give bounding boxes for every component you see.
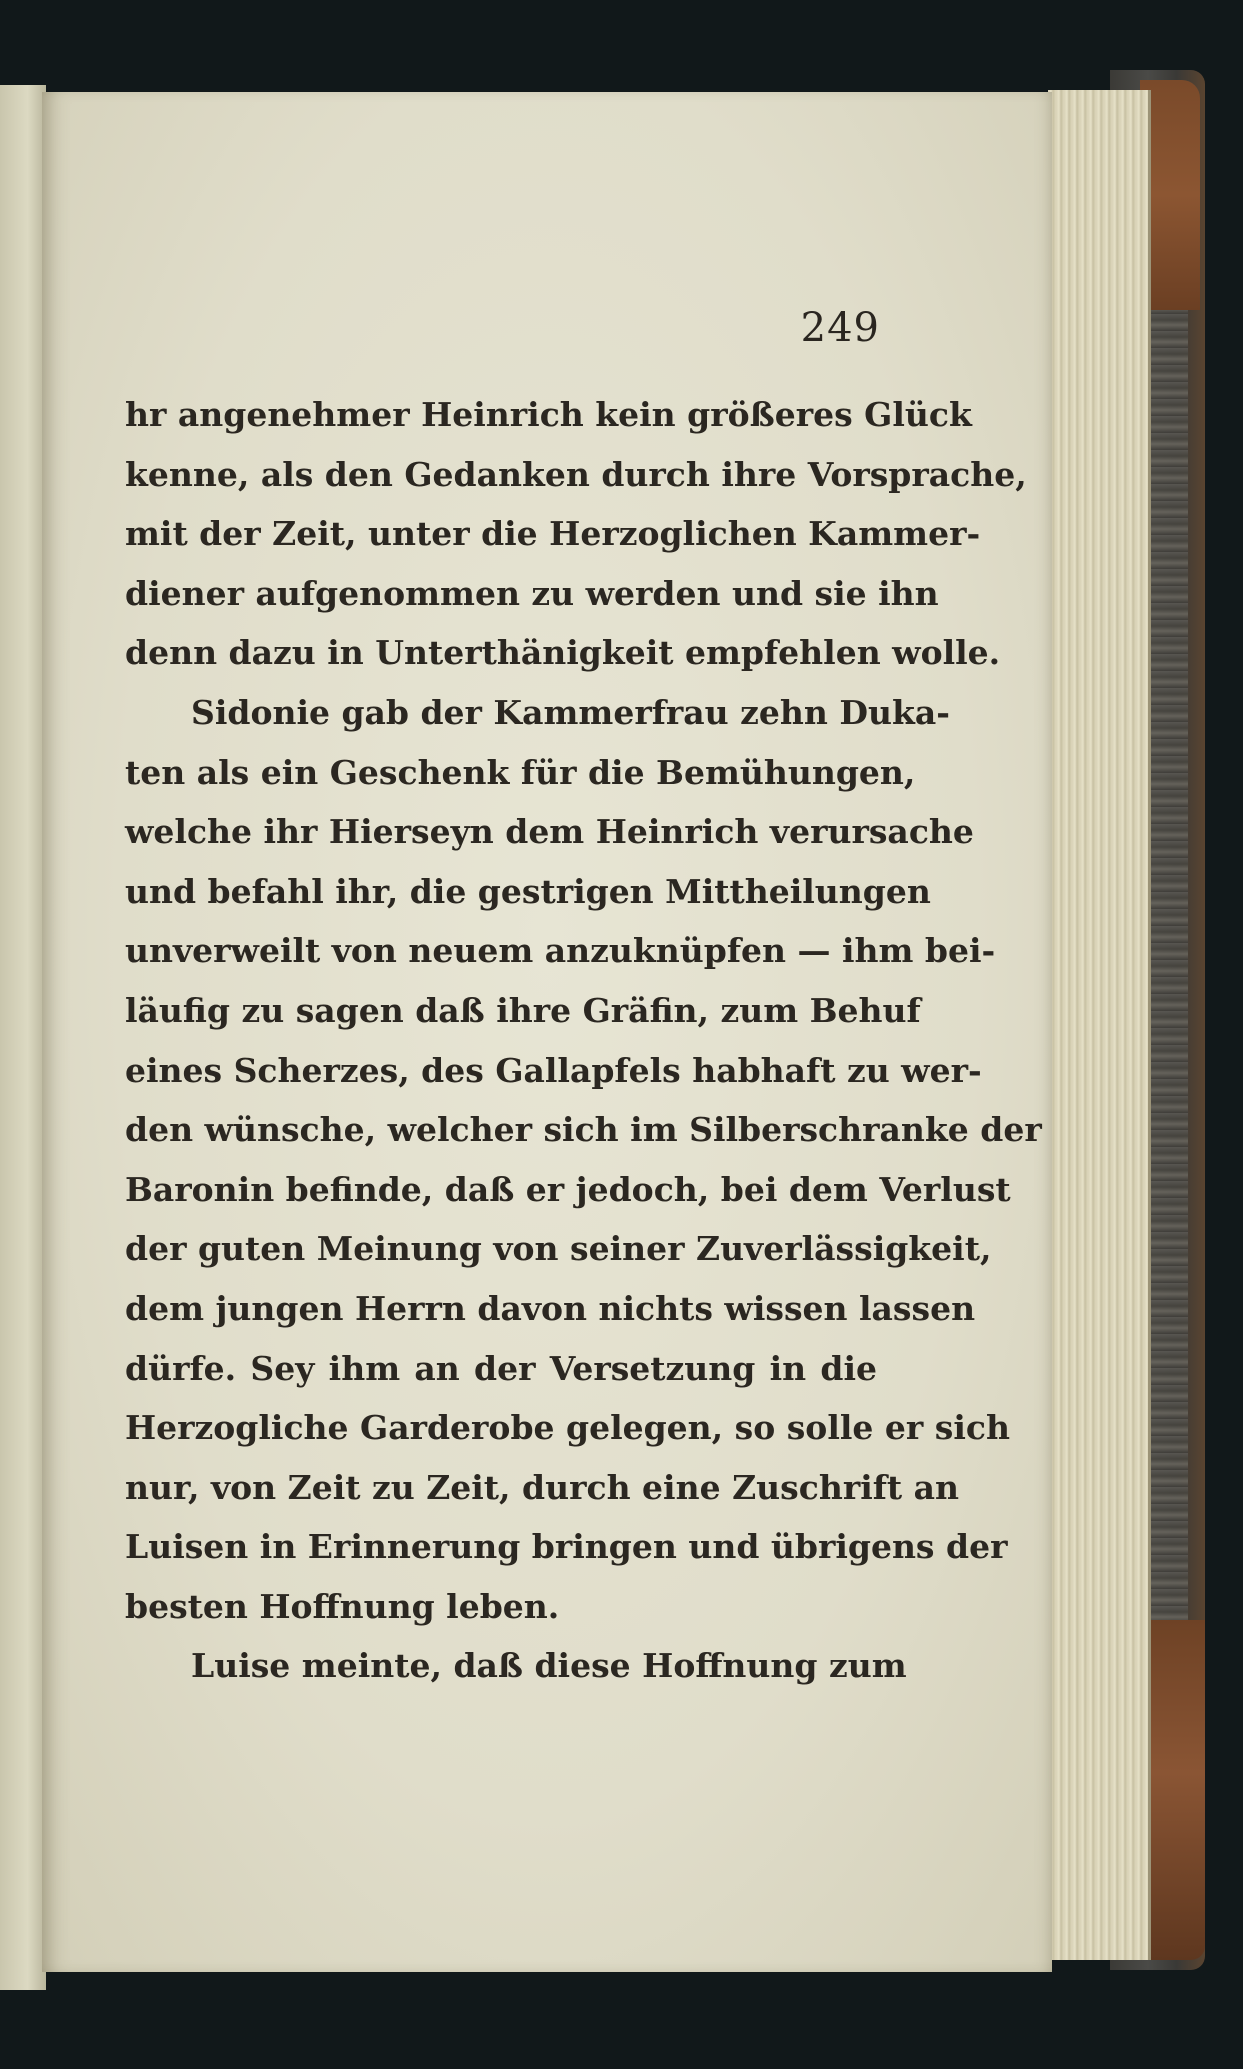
text-line: Luisen in Erinnerung bringen und übrigens der [125,1527,1008,1567]
text-line: den wünsche, welcher sich im Silberschranke der [125,1110,1042,1150]
text-line: unverweilt von neuem anzuknüpfen — ihm bei- [125,931,996,971]
text-line: und befahl ihr, die gestrigen Mittheilungen [125,871,931,911]
text-line: welche ihr Hierseyn dem Heinrich verursache [125,812,974,852]
text-line: eines Scherzes, des Gallapfels habhaft zu wer- [125,1050,982,1090]
text-line: hr angenehmer Heinrich kein größeres Glück [125,395,972,434]
text-line: denn dazu in Unterthänigkeit empfehlen wolle. [125,633,1001,673]
text-line: kenne, als den Gedanken durch ihre Vorsprache, [125,454,1027,494]
body-text [125,385,1042,1696]
text-line: diener aufgenommen zu werden und sie ihn [125,573,939,613]
text-line: Baronin befinde, daß er jedoch, bei dem Verlust [125,1169,1011,1209]
facing-page-edge [0,85,46,1990]
text-line: der guten Meinung von seiner Zuverlässigkeit, [125,1229,992,1269]
text-line: Herzogliche Garderobe gelegen, so solle er sich [125,1408,1010,1448]
text-line: nur, von Zeit zu Zeit, durch eine Zuschrift an [125,1467,960,1507]
text-line: läufig zu sagen daß ihre Gräfin, zum Behuf [125,990,921,1030]
text-line: mit der Zeit, unter die Herzoglichen Kammer- [125,514,981,554]
text-line: dem jungen Herrn davon nichts wissen lassen [125,1288,976,1328]
text-line: dürfe. Sey ihm an der Versetzung in die [125,1348,877,1388]
page-number: 249 [800,305,880,351]
text-line: ten als ein Geschenk für die Bemühungen, [125,752,916,792]
page-stack-edges [1048,90,1151,1960]
text-line: besten Hoffnung leben. [125,1586,560,1626]
cover-leather-corner-bottom [1150,1620,1205,1960]
text-line: Sidonie gab der Kammerfrau zehn Duka- [191,692,950,732]
text-line: Luise meinte, daß diese Hoffnung zum [191,1646,907,1686]
